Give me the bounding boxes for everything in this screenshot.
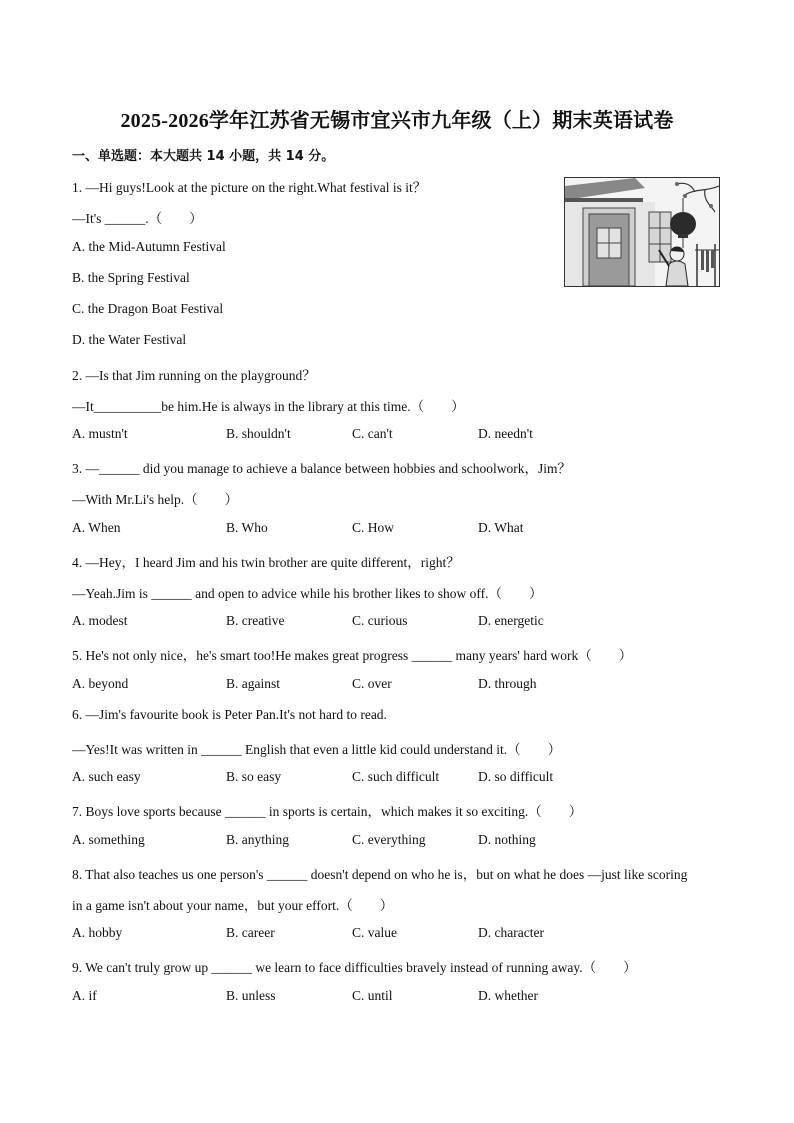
question-3-line-2: —With Mr.Li's help.（ ） <box>72 492 239 507</box>
question-9-option-A: A. if <box>72 988 97 1003</box>
question-9-option-D: D. whether <box>478 988 538 1003</box>
exam-title: 2025-2026学年江苏省无锡市宜兴市九年级（上）期末英语试卷 <box>120 110 674 132</box>
question-2-option-D: D. needn't <box>478 426 533 441</box>
question-6-option-D: D. so difficult <box>478 769 554 784</box>
question-1-line-1: 1. —Hi guys!Look at the picture on the right.What festival is it？ <box>72 180 427 195</box>
question-7-option-D: D. nothing <box>478 832 536 847</box>
question-7-line-1: 7. Boys love sports because ______ in sports is certain，which makes it so exciting.（ ） <box>72 804 583 819</box>
question-9-option-C: C. until <box>352 988 393 1003</box>
question-8-line-1: 8. That also teaches us one person's ______ doesn't depend on who he is，but on what he does —just like scoring <box>72 867 688 882</box>
question-1-option-C: C. the Dragon Boat Festival <box>72 301 224 316</box>
question-5-line-1: 5. He's not only nice，he's smart too!He makes great progress ______ many years' hard work（ ） <box>72 648 633 663</box>
question-1-option-A: A. the Mid-Autumn Festival <box>72 239 226 254</box>
question-3-option-A: A. When <box>72 520 121 535</box>
question-3-option-C: C. How <box>352 520 395 535</box>
question-8-option-A: A. hobby <box>72 925 123 940</box>
question-8-line-2: in a game isn't about your name，but your effort.（ ） <box>72 898 394 913</box>
question-6-option-C: C. such difficult <box>352 769 440 784</box>
question-5-option-C: C. over <box>352 676 392 691</box>
question-7-option-C: C. everything <box>352 832 426 847</box>
question-7-option-B: B. anything <box>226 832 289 847</box>
question-3-option-D: D. What <box>478 520 524 535</box>
question-6-line-1: 6. —Jim's favourite book is Peter Pan.It's not hard to read. <box>72 707 387 722</box>
question-2-line-1: 2. —Is that Jim running on the playground？ <box>72 368 316 383</box>
question-2-option-C: C. can't <box>352 426 393 441</box>
question-2-option-A: A. mustn't <box>72 426 128 441</box>
question-1-option-B: B. the Spring Festival <box>72 270 190 285</box>
question-3-line-1: 3. —______ did you manage to achieve a balance between hobbies and schoolwork，Jim？ <box>72 461 571 476</box>
question-8-option-B: B. career <box>226 925 275 940</box>
question-6-option-B: B. so easy <box>226 769 282 784</box>
question-6-line-2: —Yes!It was written in ______ English that even a little kid could understand it.（ ） <box>72 742 562 757</box>
question-5-option-B: B. against <box>226 676 280 691</box>
question-1-line-2: —It's ______.（ ） <box>72 211 203 226</box>
question-4-option-D: D. energetic <box>478 613 544 628</box>
question-8-option-C: C. value <box>352 925 397 940</box>
question-4-option-A: A. modest <box>72 613 128 628</box>
question-4-line-2: —Yeah.Jim is ______ and open to advice while his brother likes to show off.（ ） <box>72 586 543 601</box>
question-8-option-D: D. character <box>478 925 544 940</box>
question-7-option-A: A. something <box>72 832 145 847</box>
section-heading: 一、单选题：本大题共 14 小题，共 14 分。 <box>72 149 335 164</box>
question-1-option-D: D. the Water Festival <box>72 332 187 347</box>
question-3-option-B: B. Who <box>226 520 268 535</box>
question-4-option-C: C. curious <box>352 613 408 628</box>
question-2-option-B: B. shouldn't <box>226 426 291 441</box>
question-2-line-2: —It__________be him.He is always in the library at this time.（ ） <box>72 399 465 414</box>
question-5-option-D: D. through <box>478 676 537 691</box>
question-4-line-1: 4. —Hey，I heard Jim and his twin brother are quite different，right？ <box>72 555 460 570</box>
festival-picture <box>564 177 720 287</box>
question-5-option-A: A. beyond <box>72 676 129 691</box>
question-9-option-B: B. unless <box>226 988 276 1003</box>
question-9-line-1: 9. We can't truly grow up ______ we learn to face difficulties bravely instead of running away.（ ） <box>72 960 637 975</box>
question-6-option-A: A. such easy <box>72 769 141 784</box>
question-4-option-B: B. creative <box>226 613 285 628</box>
